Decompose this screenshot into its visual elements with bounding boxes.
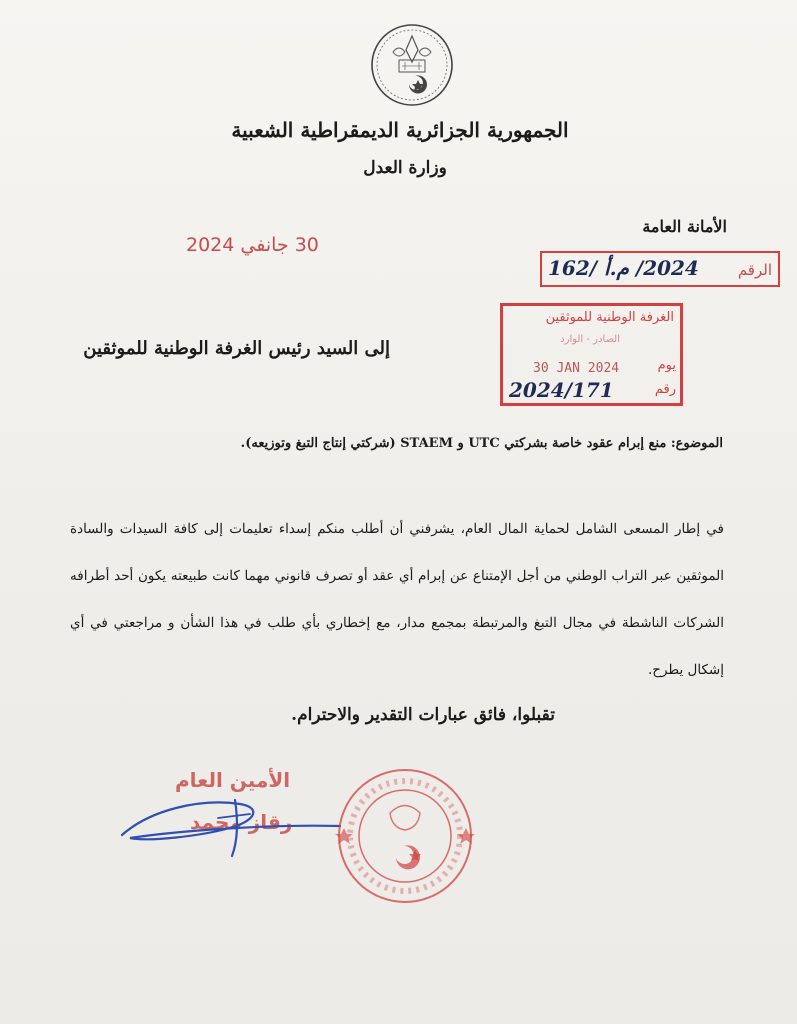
signatory-title: الأمين العام <box>175 768 291 792</box>
ministry-header: وزارة العدل <box>363 158 447 178</box>
reference-number: 2024/ م.أ /162 <box>548 256 699 280</box>
receipt-date: 30 JAN 2024 <box>533 361 620 376</box>
reference-label: الرقم <box>737 261 772 279</box>
receipt-organization: الغرفة الوطنية للموثقين <box>545 310 674 325</box>
letter-body: في إطار المسعى الشامل لحماية المال العام، يشرفني أن أطلب منكم إسداء تعليمات إلى كافة السيدات والسادة الموثقين عبر التراب الوطني من أجل الإمتناع عن إبرام أي عقد أو تصرف قانوني مهما كانت طبيعته يكون أحد أطرافه الشركات الناشطة في مجال التبغ والمرتبطة بمجمع مدار، مع إخطاري بأي طلب في هذا الشأن و مراجعتي في أي إشكال يطرح. <box>70 521 724 678</box>
subject-line: الموضوع: منع إبرام عقود خاصة بشركتي UTC و STAEM (شركتي إنتاج التبغ وتوزيعه). <box>240 436 723 451</box>
handwritten-signature-icon <box>110 780 350 860</box>
national-emblem-icon <box>369 22 455 108</box>
date-stamp: 30 جانفي 2024 <box>186 234 319 256</box>
receipt-sub: الصادر - الوارد <box>560 334 620 345</box>
republic-header: الجمهورية الجزائرية الديمقراطية الشعبية <box>231 118 569 142</box>
closing-line: تقبلوا، فائق عبارات التقدير والاحترام. <box>291 705 555 725</box>
signatory-name: رقاز محمد <box>190 810 293 834</box>
receipt-number-label: رقم <box>654 382 676 397</box>
official-seal-icon <box>330 758 480 908</box>
receipt-number: 2024/171 <box>509 378 614 402</box>
receipt-date-label: يوم <box>657 358 676 373</box>
department-label: الأمانة العامة <box>642 217 727 236</box>
reference-stamp <box>540 251 780 287</box>
addressee: إلى السيد رئيس الغرفة الوطنية للموثقين <box>83 338 390 359</box>
receipt-stamp <box>500 303 683 406</box>
